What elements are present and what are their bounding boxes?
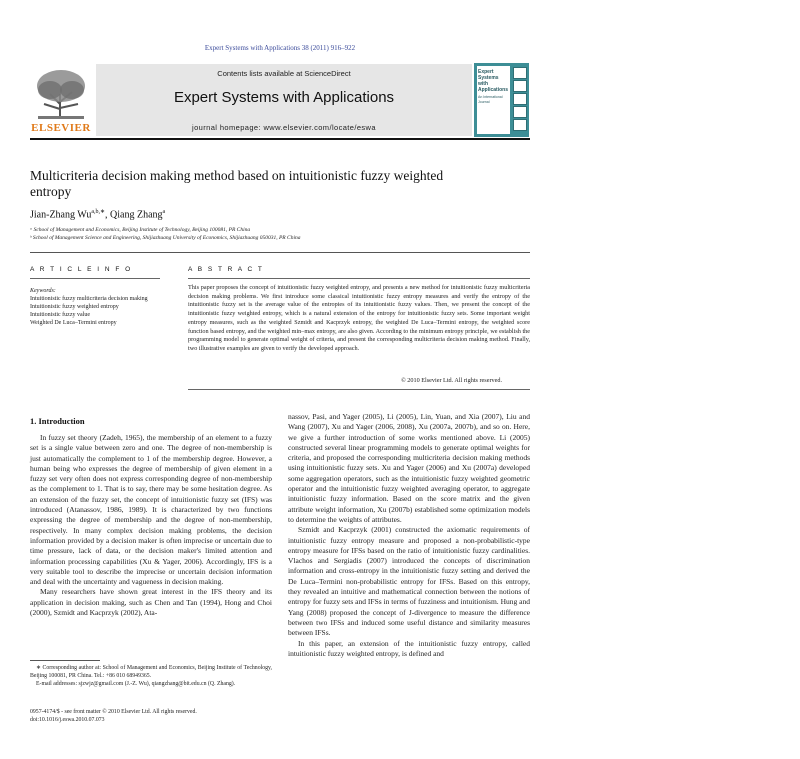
body-paragraph: In this paper, an extension of the intuitionistic fuzzy entropy, called intuitionistic fuzzy weighted entropy, is defined and [288,638,530,658]
keyword-item: Intuitionistic fuzzy weighted entropy [30,304,119,310]
body-paragraph: In fuzzy set theory (Zadeh, 1965), the membership of an element to a fuzzy set is a single value between zero and one. The degree of non-membership is just automatically the complement to 1 of the membership degree. However, a human being who expresses the degree of membership of given element in a fuzzy set very often does not express corresponding degree of non-membership as the complement to 1. That is to say, there may be some hesitation degree. As an extension of the fuzzy set, the concept of intuitionistic fuzzy set (IFS) was introduced (Atanassov, 1986, 1989). It is characterized by two functions expressing the degree of membership and the degree of non-membership, respectively. In many complex decision making problems, the decision information provided by a decision maker is often imprecise or uncertain due to time pressure, lack of data, or the decision maker's limited attention and information processing capabilities (Xu & Yager, 2006). Accordingly, IFS is a very suitable tool to describe the imprecise or uncertain decision information and deal with the uncertainty and vagueness in decision making. [30,433,272,587]
article-title: Multicriteria decision making method based on intuitionistic fuzzy weighted entropy [30,168,444,199]
header-rule [30,138,530,140]
journal-name: Expert Systems with Applications [173,89,395,106]
doi-link[interactable]: doi:10.1016/j.eswa.2010.07.073 [30,717,105,723]
keyword-item: Intuitionistic fuzzy multicriteria decision making [30,296,148,302]
author-list [30,208,165,220]
keywords-block [30,287,160,327]
abstract-bottom-rule [188,389,530,390]
corresponding-author-note: ∗ Corresponding author at: School of Management and Economics, Beijing Institute of Technology, Beijing 100081, PR China. Tel.: +86 010 68949365. [30,665,272,679]
elsevier-wordmark: ELSEVIER [31,122,91,134]
keyword-item: Weighted De Luca–Termini entropy [30,320,117,326]
keywords-label: Keywords: [30,288,56,294]
affiliation-b: ᵇ School of Management Science and Engineering, Shijiazhuang University of Economics, Shijiazhuang 050031, PR China [30,235,301,241]
email-addresses[interactable]: E-mail addresses: sjzwjz@gmail.com (J.-Z. Wu), qiangzhang@bit.edu.cn (Q. Zhang). [36,681,236,687]
body-paragraph: nassov, Pasi, and Yager (2005), Li (2005), Lin, Yuan, and Xia (2007), Liu and Wang (2007), Xu and Yager (2006, 2008), Xu (2007a, 2007b), and so on. Here, we give a further introduction of some works mentioned above. Li (2005) constructed several linear programming models to generate optimal weights for criteria, and proposed the corresponding multicriteria decision making methods using intuitionistic fuzzy sets. Xu and Yager (2006) and Xu (2007a) developed some aggregation operators, such as the intuitionistic fuzzy weighted geometric operator and the intuitionistic fuzzy weighted averaging operator, to aggregate intuitionistic fuzzy information. Based on the score matrix and the given attribute weight information, Xu (2007b) established some optimization models to determine the weights of attributes. [288,412,530,524]
author-separator: , [105,209,111,221]
body-column-right [288,412,530,659]
cover-graphic-3 [513,93,527,105]
body-paragraph: Many researchers have shown great interest in the IFS theory and its application in decision making, such as Chen and Tan (1994), Hong and Choi (2000), Szmidt and Kacprzyk (2002), Ata- [30,587,272,618]
cover-graphic-1 [513,67,527,79]
abstract-heading: A B S T R A C T [188,266,264,273]
cover-graphic-2 [513,80,527,92]
section-rule [30,252,530,253]
journal-citation[interactable]: Expert Systems with Applications 38 (2011) 916–922 [204,44,356,52]
cover-subtitle-text: An International Journal [478,95,503,104]
introduction-heading: 1. Introduction [30,416,85,426]
journal-homepage[interactable]: journal homepage: www.elsevier.com/locate/eswa [192,123,376,132]
cover-title [478,69,509,104]
issn-doi-block [30,708,290,724]
abstract-rule [188,278,530,279]
body-paragraph: Szmidt and Kacprzyk (2001) constructed the axiomatic requirements of intuitionistic fuzzy entropy measure and proposed a non-probabilistic-type entropy measure for IFSs based on the ratio of intuitionistic fuzzy cardinalities. Vlachos and Sergiadis (2007) introduced the concepts of discrimination information and cross-entropy in the intuitionistic fuzzy setting and derived the De Luca–Termini non-probabilistic entropy for IFSs. Based on this entropy, they revealed an intuitive and mathematical connection between the notions of entropy for fuzzy sets and IFSs in terms of fuzziness and intuitionism. Hung and Yang (2008) proposed the concept of J-divergence to measure the difference between two IFSs and induced some useful distance and similarity measures between IFSs. [288,525,530,638]
footnote-rule [30,660,100,661]
affiliation-a: ᵃ School of Management and Economics, Beijing Institute of Technology, Beijing 100081, PR China [30,227,251,233]
abstract-text: This paper proposes the concept of intuitionistic fuzzy weighted entropy, and presents a new method for intuitionistic fuzzy multicriteria decision making problems. We first introduce some classical intuitionistic fuzzy entropy measures and verify the entropy of the intuitionistic fuzzy set is the average value of the entropies of its intuitionistic fuzzy values. Then, we present the concept of the intuitionistic fuzzy weighted entropy, which is a natural extension of the entropy for intuitionistic fuzzy sets. Some important weight entropy measures, such as the weighted Szmidt and Kacprzyk entropy, the weighted De Luca–Termini entropy, the weighted score function based entropy, and the weighted min–max entropy, are also given. According to the minimum entropy principle, we establish the programming model to generate optimal weight of criteria, and present the corresponding multicriteria decision making method. Finally, two illustrative examples are given to verify the developed approach. [188,284,530,352]
body-column-left [30,433,272,618]
article-info-heading: A R T I C L E I N F O [30,266,133,273]
author-zhang-affiliation-marks[interactable]: a [162,209,166,215]
keyword-item: Intuitionistic fuzzy value [30,312,90,318]
article-info-rule [30,278,160,279]
issn-line: 0957-4174/$ - see front matter © 2010 Elsevier Ltd. All rights reserved. [30,709,197,715]
sciencedirect-link[interactable]: ScienceDirect [304,69,351,78]
author-zhang[interactable]: Qiang Zhang [110,209,163,221]
cover-graphic-5 [513,119,527,131]
cover-graphic-4 [513,106,527,118]
author-wu-affiliation-marks[interactable]: a,b,∗ [91,209,106,215]
contents-availability [96,69,472,78]
contents-prefix: Contents lists available at [217,69,305,78]
cover-title-text: Expert Systems with Applications [478,69,509,93]
abstract-copyright: © 2010 Elsevier Ltd. All rights reserved. [401,377,502,384]
author-wu[interactable]: Jian-Zhang Wu [30,209,92,221]
footnotes [30,664,272,688]
